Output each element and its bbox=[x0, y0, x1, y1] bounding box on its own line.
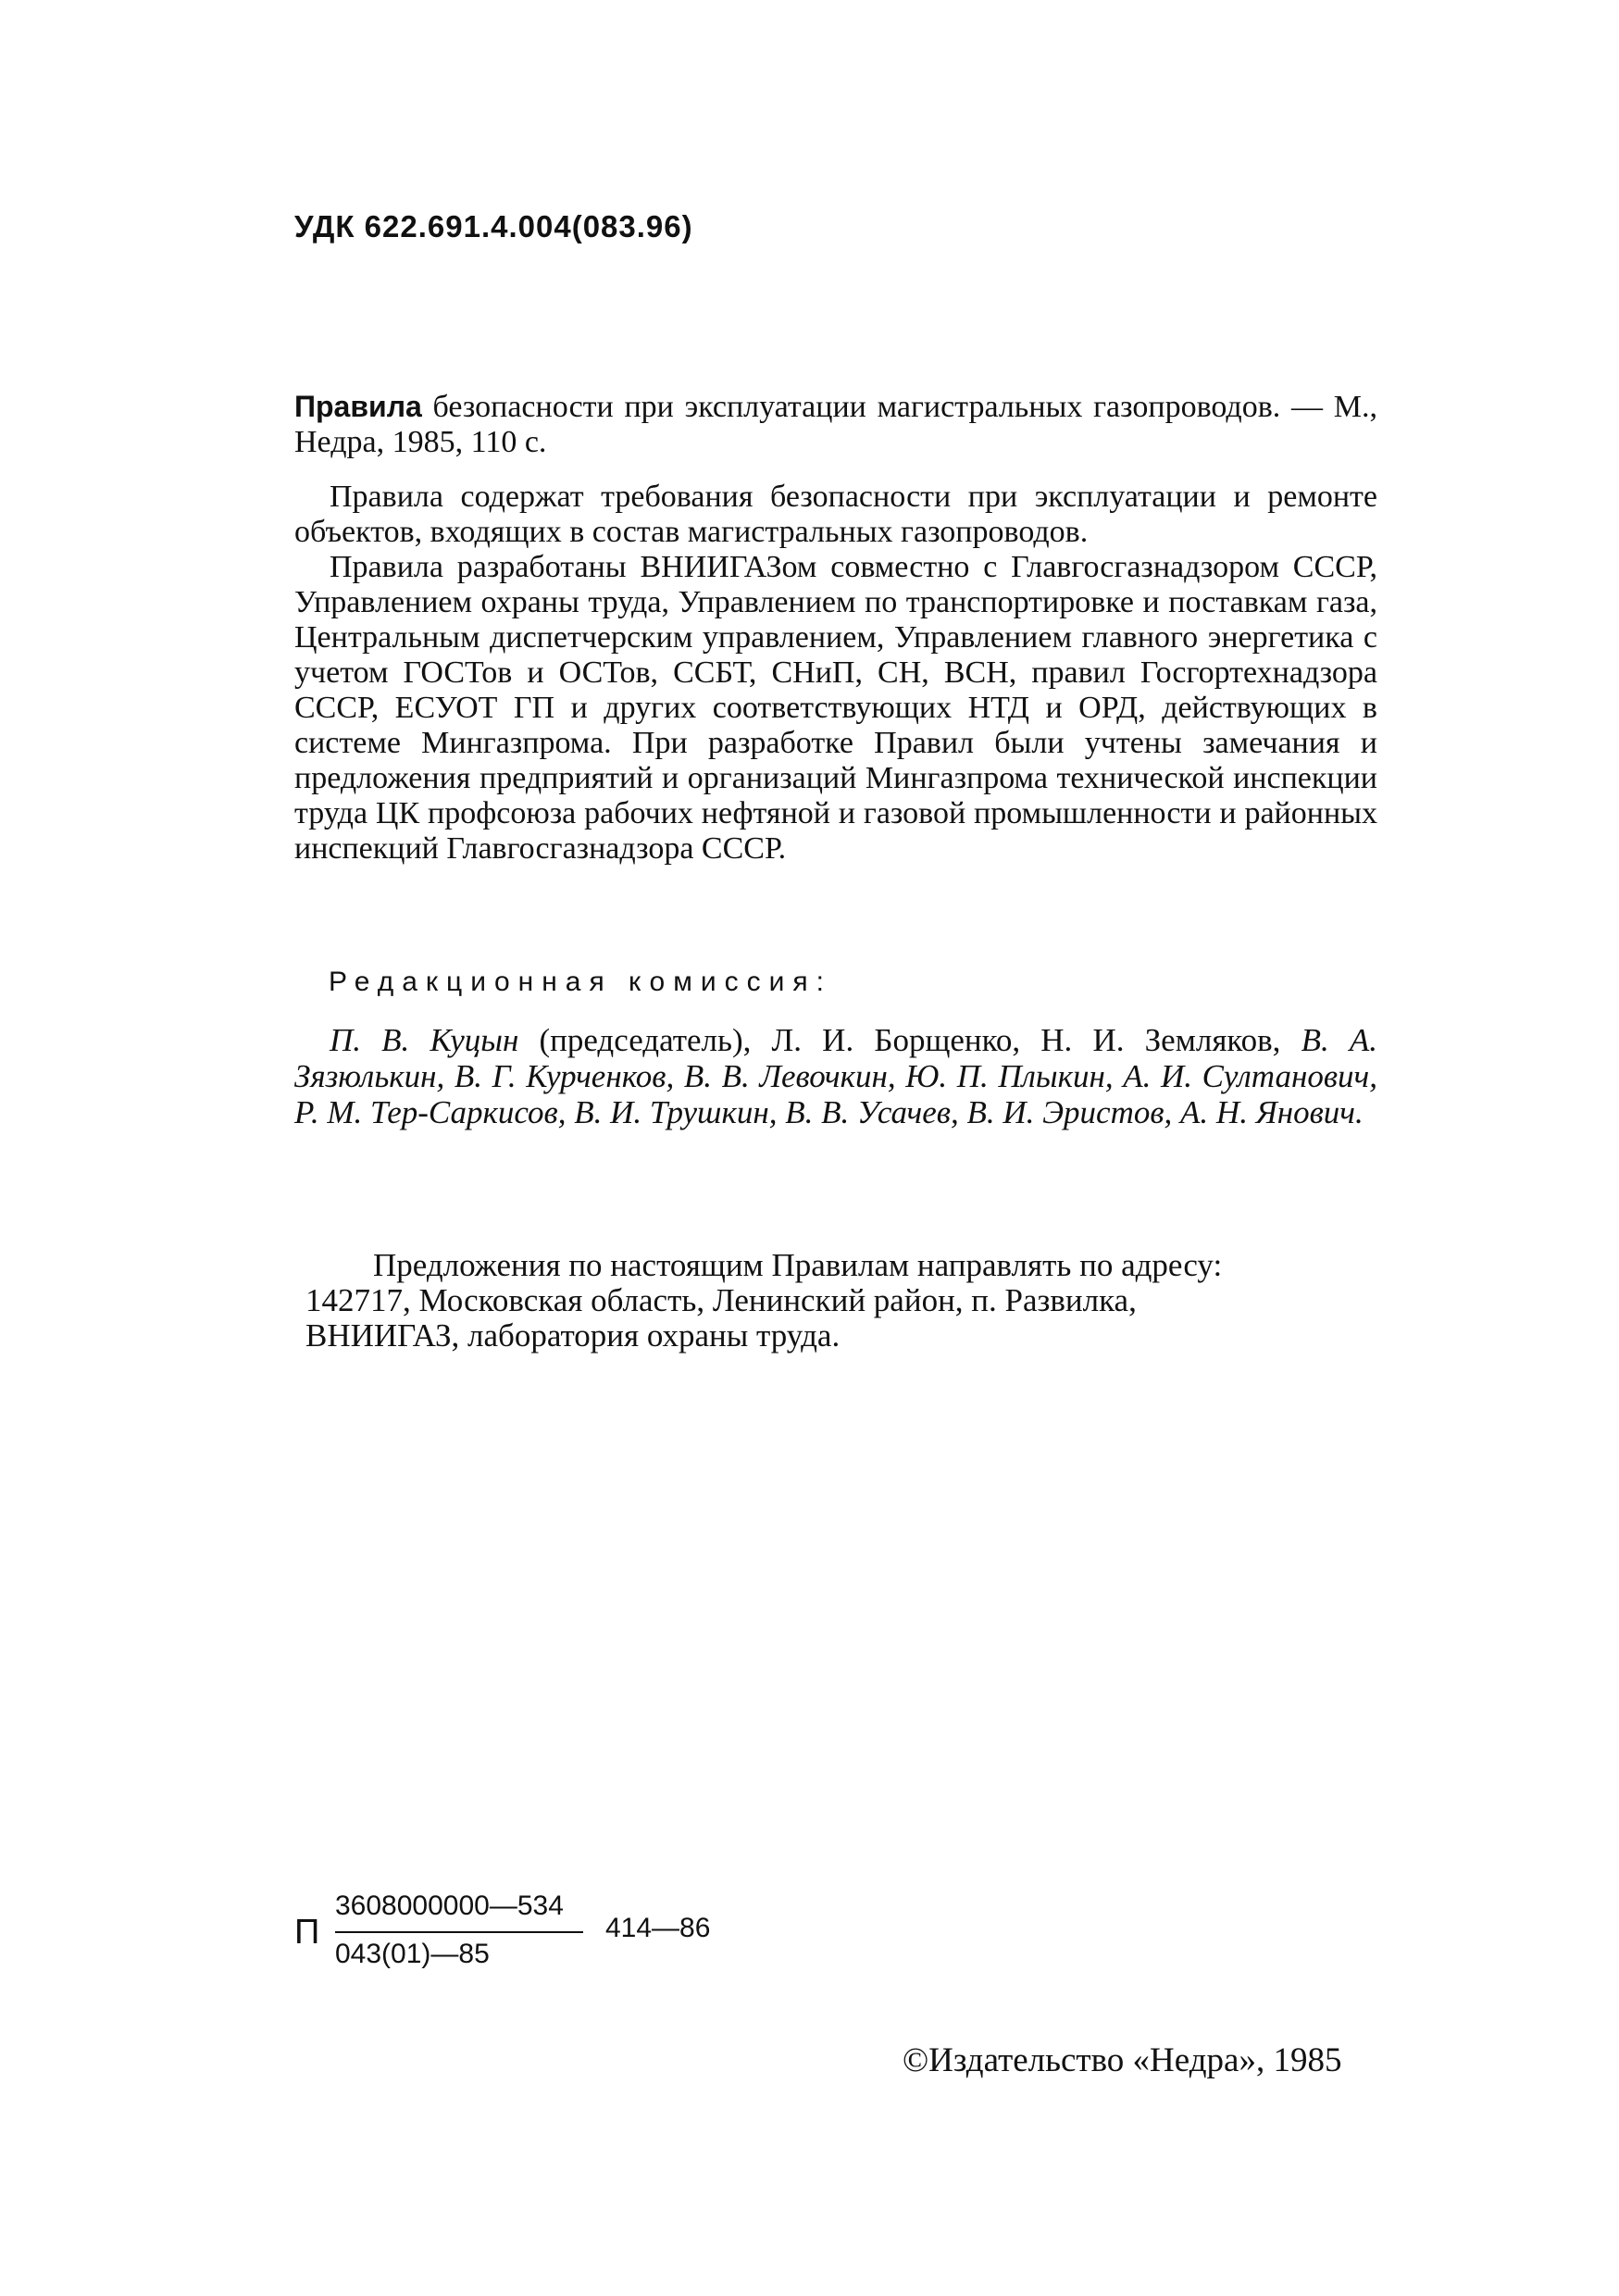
address-block bbox=[294, 1248, 1377, 1354]
publication-code-letter: П bbox=[294, 1913, 320, 1952]
annotation-paragraph-2: Правила разработаны ВНИИГАЗом совместно с Главгосгазнадзором СССР, Управлением охраны труда, Управлением по транспортировке и поставкам газа, Центральным диспетчерским управлением, Управлением главного энергетика с учетом ГОСТов и ОСТов, ССБТ, СНиП, СН, ВСН, правил Госгортехнадзора СССР, ЕСУОТ ГП и других соответствующих НТД и ОРД, действующих в системе Мингазпрома. При разработке Правил были учтены замечания и предложения предприятий и организаций Мингазпрома технической инспекции труда ЦК профсоюза рабочих нефтяной и газовой промышленности и районных инспекций Главгосгазнадзора СССР. bbox=[294, 550, 1377, 866]
copyright-notice: ©Издательство «Недра», 1985 bbox=[903, 2041, 1342, 2079]
publication-code-numerator: 3608000000—534 bbox=[335, 1890, 564, 1921]
committee-chair-role: (председатель), Л. И. Борщенко, Н. И. Земляков, bbox=[518, 1022, 1301, 1058]
address-line-1: Предложения по настоящим Правилам направлять по адресу: bbox=[373, 1247, 1223, 1283]
address-line-3: ВНИИГАЗ, лаборатория охраны труда. bbox=[305, 1317, 841, 1354]
committee-heading: Редакционная комиссия: bbox=[329, 967, 832, 997]
bibliographic-entry bbox=[294, 389, 1377, 460]
committee-member-list: В. А. Зязюлькин, В. Г. Курченков, В. В. Левочкин, Ю. П. Плыкин, А. И. Султанович, Р. М. Тер-Саркисов, В. И. Трушкин, В. В. Усачев, В. И. Эристов, А. Н. Янович. bbox=[294, 1022, 1378, 1130]
bibliographic-title-word: Правила bbox=[294, 390, 422, 423]
committee-chair-name: П. В. Куцын bbox=[330, 1022, 519, 1058]
publication-code-suffix: 414—86 bbox=[605, 1913, 711, 1943]
bibliographic-text: безопасности при эксплуатации магистральных газопроводов. — М., Недра, 1985, 110 с. bbox=[294, 390, 1377, 459]
address-line-2: 142717, Московская область, Ленинский район, п. Развилка, bbox=[305, 1282, 1137, 1318]
annotation bbox=[294, 480, 1377, 867]
publication-code-denominator: 043(01)—85 bbox=[335, 1939, 490, 1969]
annotation-paragraph-1: Правила содержат требования безопасности при эксплуатации и ремонте объектов, входящих в состав магистральных газопроводов. bbox=[294, 480, 1377, 549]
udk-code: УДК 622.691.4.004(083.96) bbox=[294, 209, 693, 243]
publication-code-fraction-line bbox=[335, 1931, 583, 1933]
committee-members bbox=[294, 1022, 1377, 1130]
